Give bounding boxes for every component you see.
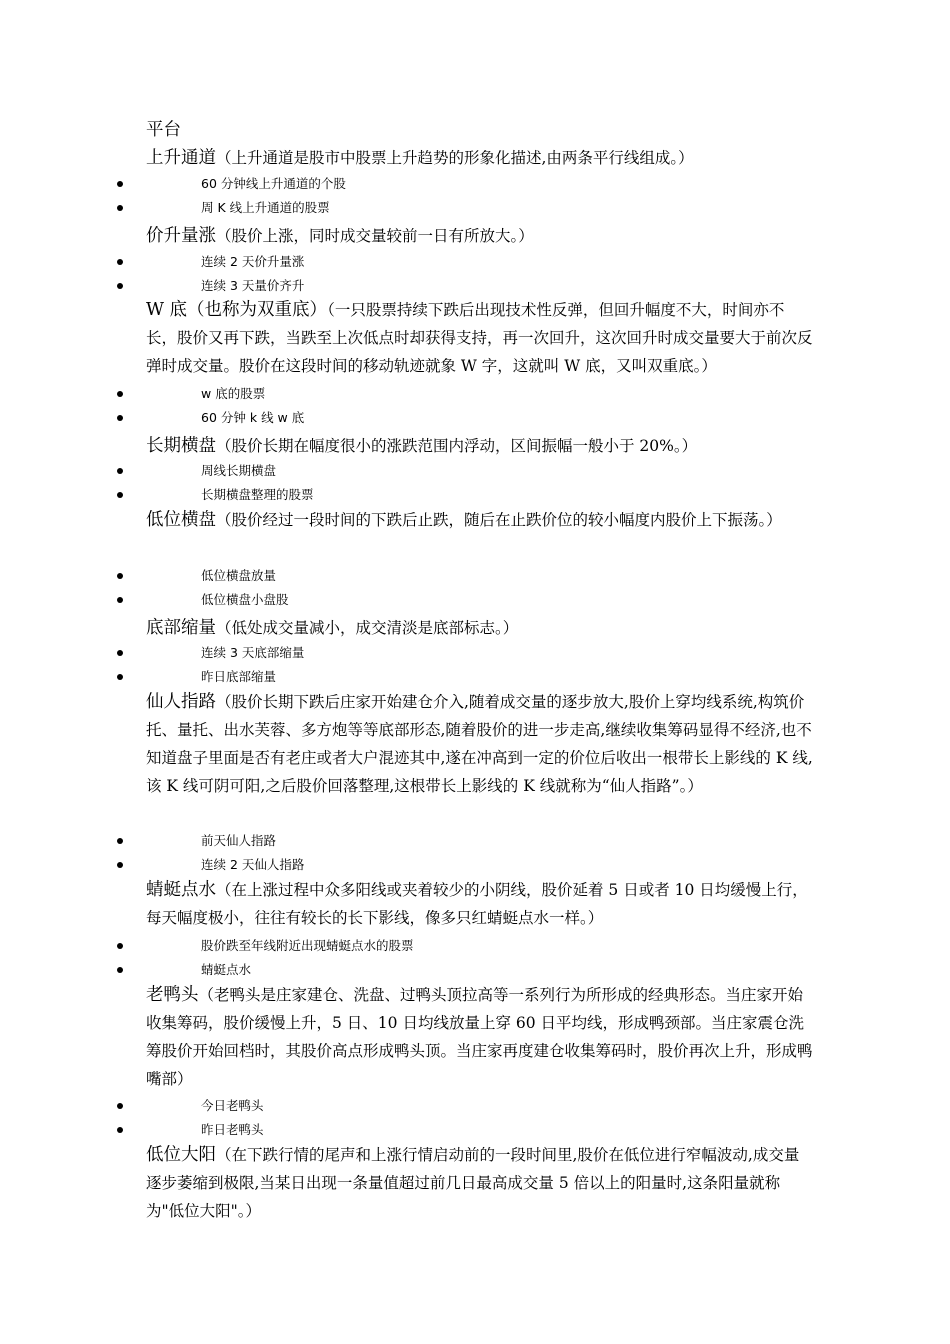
list-item-text: 前天仙人指路 bbox=[201, 833, 277, 848]
bullet-icon bbox=[117, 650, 123, 656]
list-item-text: 长期横盘整理的股票 bbox=[201, 487, 314, 502]
bullet-icon bbox=[117, 1103, 123, 1109]
bullet-icon bbox=[117, 943, 123, 949]
list-item-text: 蜻蜓点水 bbox=[201, 962, 252, 977]
list-item-text: w 底的股票 bbox=[201, 386, 266, 401]
bullet-icon bbox=[117, 573, 123, 579]
list-item bbox=[0, 199, 950, 217]
bullet-icon bbox=[117, 283, 123, 289]
bullet-icon bbox=[117, 468, 123, 474]
section-heading-line bbox=[146, 222, 534, 247]
section-paragraph bbox=[146, 876, 814, 932]
section-description: （一只股票持续下跌后出现技术性反弹，但回升幅度不大，时间亦不长，股价又再下跌，当跌至上次低点时却获得支持，再一次回升，这次回升时成交量要大于前次反弹时成交量。股价在这段时间的移动轨迹就象 W 字，这就叫 W 底，又叫双重底。） bbox=[146, 301, 813, 375]
section-description: （老鸭头是庄家建仓、洗盘、过鸭头顶拉高等一系列行为所形成的经典形态。当庄家开始收集筹码，股价缓慢上升，5 日、10 日均线放量上穿 60 日平均线，形成鸭颈部。当庄家震仓洗筹股价开始回档时，其股价高点形成鸭头顶。当庄家再度建仓收集筹码时，股价再次上升，形成鸭嘴部） bbox=[146, 986, 813, 1088]
section-description: （股价上涨，同时成交量较前一日有所放大。） bbox=[216, 227, 534, 245]
bullet-icon bbox=[117, 838, 123, 844]
bullet-icon bbox=[117, 181, 123, 187]
section-description: （股价长期下跌后庄家开始建仓介入,随着成交量的逐步放大,股价上穿均线系统,构筑价托、量托、出水芙蓉、多方炮等等底部形态,随着股价的进一步走高,继续收集筹码显得不经济,也不知道盘子里面是否有老庄或者大户混迹其中,遂在冲高到一定的价位后收出一根带长上影线的 K 线,该 K 线可阴可阳,之后股价回落整理,这根带长上影线的 K 线就称为“仙人指路”。） bbox=[146, 693, 813, 795]
list-item bbox=[0, 175, 950, 193]
section-title: 低位横盘 bbox=[146, 510, 216, 530]
list-item-text: 周 K 线上升通道的股票 bbox=[201, 200, 330, 215]
section-title: W 底（也称为双重底） bbox=[146, 300, 328, 320]
section-paragraph bbox=[146, 506, 814, 534]
list-item-text: 今日老鸭头 bbox=[201, 1098, 264, 1113]
section-description: （低处成交量减小，成交清淡是底部标志。） bbox=[216, 619, 519, 637]
section-title: 仙人指路 bbox=[146, 692, 216, 712]
list-item bbox=[0, 409, 950, 427]
bullet-icon bbox=[117, 391, 123, 397]
section-description: （在下跌行情的尾声和上涨行情启动前的一段时间里,股价在低位进行窄幅波动,成交量逐步萎缩到极限,当某日出现一条量值超过前几日最高成交量 5 倍以上的阳量时,这条阳量就称为"低位大阳"。） bbox=[146, 1146, 800, 1220]
section-description: （股价长期在幅度很小的涨跌范围内浮动，区间振幅一般小于 20%。） bbox=[216, 437, 698, 455]
list-item bbox=[0, 644, 950, 662]
section-title: 价升量涨 bbox=[146, 226, 216, 246]
list-item bbox=[0, 668, 950, 686]
bullet-icon bbox=[117, 492, 123, 498]
list-item bbox=[0, 253, 950, 271]
bullet-icon bbox=[117, 205, 123, 211]
list-item-text: 60 分钟线上升通道的个股 bbox=[201, 176, 346, 191]
list-item bbox=[0, 961, 950, 979]
page-title: 平台 bbox=[146, 120, 181, 140]
list-item bbox=[0, 832, 950, 850]
bullet-icon bbox=[117, 259, 123, 265]
section-title: 蜻蜓点水 bbox=[146, 880, 216, 900]
list-item bbox=[0, 1097, 950, 1115]
list-item-text: 低位横盘小盘股 bbox=[201, 592, 289, 607]
list-item-text: 连续 3 天量价齐升 bbox=[201, 278, 305, 293]
list-item bbox=[0, 1121, 950, 1139]
list-item-text: 低位横盘放量 bbox=[201, 568, 277, 583]
list-item-text: 周线长期横盘 bbox=[201, 463, 277, 478]
list-item-text: 昨日老鸭头 bbox=[201, 1122, 264, 1137]
bullet-icon bbox=[117, 1127, 123, 1133]
section-heading-line bbox=[146, 432, 697, 457]
section-title: 底部缩量 bbox=[146, 618, 216, 638]
list-item bbox=[0, 567, 950, 585]
list-item-text: 昨日底部缩量 bbox=[201, 669, 277, 684]
bullet-icon bbox=[117, 967, 123, 973]
bullet-icon bbox=[117, 597, 123, 603]
section-heading-line bbox=[146, 614, 518, 639]
bullet-icon bbox=[117, 862, 123, 868]
list-item bbox=[0, 385, 950, 403]
section-paragraph bbox=[146, 688, 814, 800]
section-title: 上升通道 bbox=[146, 148, 216, 168]
section-description: （在上涨过程中众多阳线或夹着较少的小阴线，股价延着 5 日或者 10 日均缓慢上行，每天幅度极小，往往有较长的长下影线，像多只红蜻蜓点水一样。） bbox=[146, 881, 808, 927]
list-item-text: 连续 2 天价升量涨 bbox=[201, 254, 305, 269]
section-title: 低位大阳 bbox=[146, 1145, 216, 1165]
section-paragraph bbox=[146, 296, 814, 380]
bullet-icon bbox=[117, 674, 123, 680]
list-item bbox=[0, 462, 950, 480]
list-item-text: 连续 2 天仙人指路 bbox=[201, 857, 305, 872]
list-item-text: 股价跌至年线附近出现蜻蜓点水的股票 bbox=[201, 938, 414, 953]
bullet-icon bbox=[117, 415, 123, 421]
section-paragraph bbox=[146, 1141, 814, 1225]
section-title: 长期横盘 bbox=[146, 436, 216, 456]
section-title: 老鸭头 bbox=[146, 985, 199, 1005]
list-item-text: 60 分钟 k 线 w 底 bbox=[201, 410, 305, 425]
section-heading-line bbox=[146, 144, 694, 169]
list-item bbox=[0, 591, 950, 609]
list-item-text: 连续 3 天底部缩量 bbox=[201, 645, 305, 660]
list-item bbox=[0, 937, 950, 955]
list-item bbox=[0, 277, 950, 295]
section-description: （股价经过一段时间的下跌后止跌，随后在止跌价位的较小幅度内股价上下振荡。） bbox=[216, 511, 782, 529]
list-item bbox=[0, 856, 950, 874]
section-paragraph bbox=[146, 981, 814, 1093]
list-item bbox=[0, 486, 950, 504]
section-description: （上升通道是股市中股票上升趋势的形象化描述,由两条平行线组成。） bbox=[216, 149, 694, 167]
